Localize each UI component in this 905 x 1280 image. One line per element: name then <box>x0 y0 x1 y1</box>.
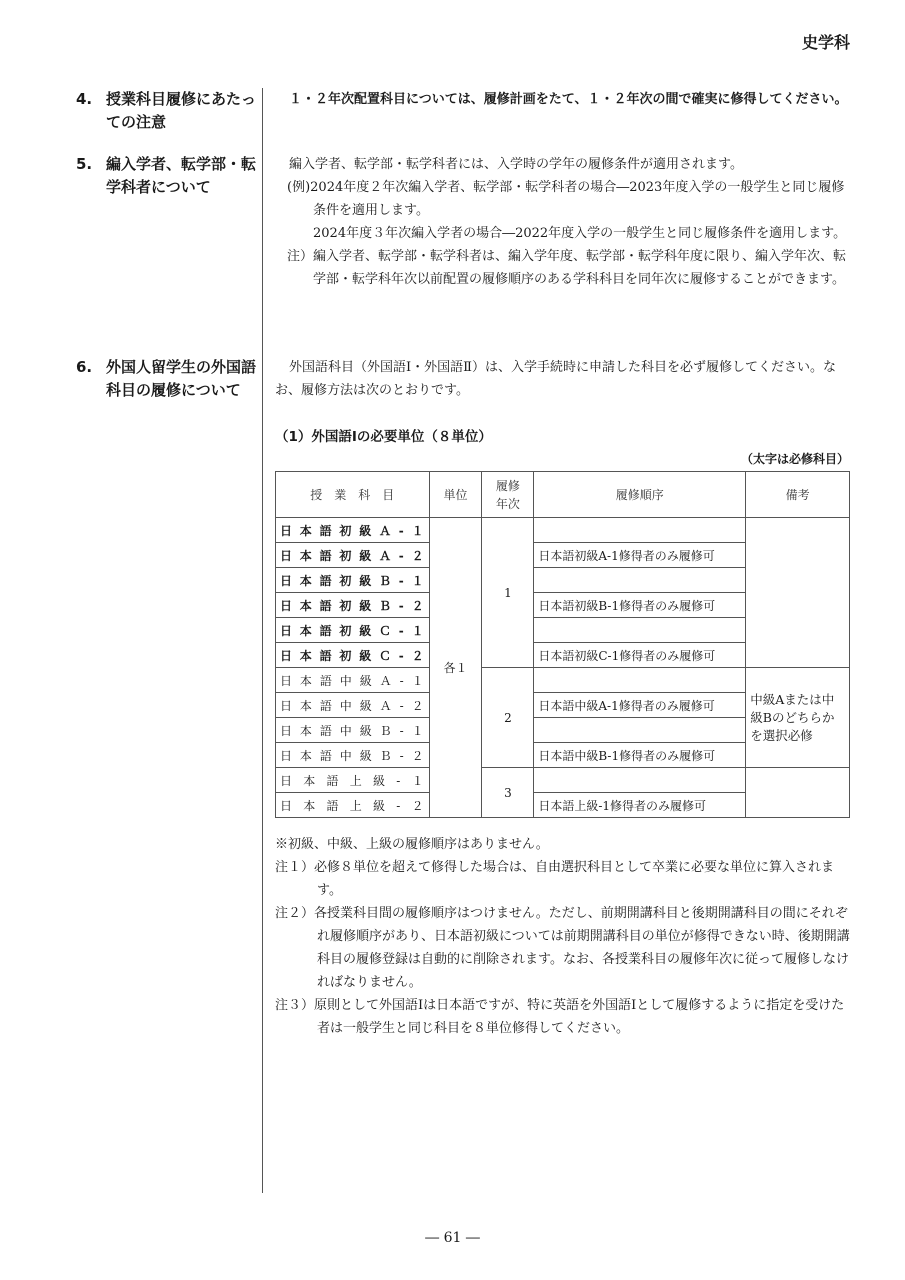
department-label: 史学科 <box>801 33 850 52</box>
foreign-language-table <box>275 471 850 818</box>
section-6-body <box>275 356 850 402</box>
section-4-title: 授業科目履修にあたっての注意 <box>106 90 257 131</box>
section-5-body <box>275 153 850 291</box>
subject-cell: 日本語中級Ｂ-１ <box>276 718 430 743</box>
remarks-cell-advanced <box>746 768 850 818</box>
column-divider <box>262 88 263 1193</box>
order-cell: 日本語初級C-1修得者のみ履修可 <box>534 643 746 668</box>
note-2: 注２）各授業科目間の履修順序はつけません。ただし、前期開講科目と後期開講科目の間にそれぞれ履修順序があり、日本語初級については前期開講科目の単位が修得できない時、後期開講科目の履修登録は自動的に削除されます。なお、各授業科目の履修年次に従って履修しなければなりません。 <box>275 906 850 990</box>
section-5-note: 注）編入学者、転学部・転学科者は、編入学年度、転学部・転学科年度に限り、編入学年次、転学部・転学科年次以前配置の履修順序のある学科科目を同年次に履修することができます。 <box>287 249 847 287</box>
order-cell: 日本語中級A-1修得者のみ履修可 <box>534 693 746 718</box>
subject-cell: 日本語上級-２ <box>276 793 430 818</box>
section-5-example-2: 2024年度３年次編入学者の場合―2022年度入学の一般学生と同じ履修条件を適用します。 <box>313 226 847 241</box>
subject-cell: 日本語初級Ｃ-１ <box>276 618 430 643</box>
subject-cell: 日本語初級Ｂ-２ <box>276 593 430 618</box>
header-remarks: 備考 <box>746 472 850 518</box>
table-notes <box>275 833 850 1040</box>
section-5-intro: 編入学者、転学部・転学科者には、入学時の学年の履修条件が適用されます。 <box>289 157 743 172</box>
header-year: 履修 年次 <box>482 472 534 518</box>
credits-cell: 各１ <box>429 518 482 818</box>
section-6-number: 6. <box>76 358 93 376</box>
year-cell-3: 3 <box>482 768 534 818</box>
section-5-title: 編入学者、転学部・転学科者について <box>106 155 257 196</box>
header-subject: 授 業 科 目 <box>276 472 430 518</box>
header-credits: 単位 <box>429 472 482 518</box>
header-order: 履修順序 <box>534 472 746 518</box>
example-1-text: 2024年度２年次編入学者、転学部・転学科者の場合―2023年度入学の一般学生と同じ履修条件を適用します。 <box>310 180 845 218</box>
note-1: 注１）必修８単位を超えて修得した場合は、自由選択科目として卒業に必要な単位に算入されます。 <box>275 860 835 898</box>
section-4-number: 4. <box>76 90 93 108</box>
subject-cell: 日本語初級Ａ-２ <box>276 543 430 568</box>
order-cell <box>534 518 746 543</box>
order-cell <box>534 768 746 793</box>
order-cell <box>534 668 746 693</box>
order-cell: 日本語中級B-1修得者のみ履修可 <box>534 743 746 768</box>
remarks-cell-intermediate: 中級Aまたは中級Bのどちらかを選択必修 <box>746 668 850 768</box>
bold-required-note: （太字は必修科目） <box>740 452 849 466</box>
subject-cell: 日本語中級Ａ-１ <box>276 668 430 693</box>
section-6-heading <box>76 356 256 402</box>
table-row <box>276 518 850 543</box>
section-6-title: 外国人留学生の外国語科目の履修について <box>106 358 257 399</box>
note-order: ※初級、中級、上級の履修順序はありません。 <box>275 837 549 852</box>
section-5-example-1 <box>275 176 850 222</box>
order-cell: 日本語初級A-1修得者のみ履修可 <box>534 543 746 568</box>
order-cell: 日本語上級-1修得者のみ履修可 <box>534 793 746 818</box>
year-cell-2: 2 <box>482 668 534 768</box>
remarks-cell-elementary <box>746 518 850 668</box>
section-5-number: 5. <box>76 155 93 173</box>
table-row <box>276 668 850 693</box>
subject-cell: 日本語中級Ｂ-２ <box>276 743 430 768</box>
order-cell <box>534 568 746 593</box>
table-row <box>276 768 850 793</box>
section-4-heading <box>76 88 256 134</box>
section-4-body: １・２年次配置科目については、履修計画をたて、１・２年次の間で確実に修得してください。 <box>289 92 848 107</box>
subject-cell: 日本語中級Ａ-２ <box>276 693 430 718</box>
subject-cell: 日本語初級Ａ-１ <box>276 518 430 543</box>
section-6-text: 外国語科目（外国語Ⅰ・外国語Ⅱ）は、入学手続時に申請した科目を必ず履修してください。なお、履修方法は次のとおりです。 <box>275 360 836 398</box>
page-number: ― 61 ― <box>425 1230 480 1246</box>
example-label: (例) <box>287 180 311 195</box>
subject-cell: 日本語初級Ｂ-１ <box>276 568 430 593</box>
order-cell: 日本語初級B-1修得者のみ履修可 <box>534 593 746 618</box>
section-5-heading <box>76 153 256 199</box>
subject-cell: 日本語初級Ｃ-２ <box>276 643 430 668</box>
note-3: 注３）原則として外国語Ⅰは日本語ですが、特に英語を外国語Ⅰとして履修するように指定を受けた者は一般学生と同じ科目を８単位修得してください。 <box>275 998 845 1036</box>
subject-cell: 日本語上級-１ <box>276 768 430 793</box>
year-cell-1: 1 <box>482 518 534 668</box>
order-cell <box>534 718 746 743</box>
subsection-title: （1）外国語Ⅰの必要単位（８単位） <box>275 429 492 445</box>
order-cell <box>534 618 746 643</box>
table-header-row <box>276 472 850 518</box>
